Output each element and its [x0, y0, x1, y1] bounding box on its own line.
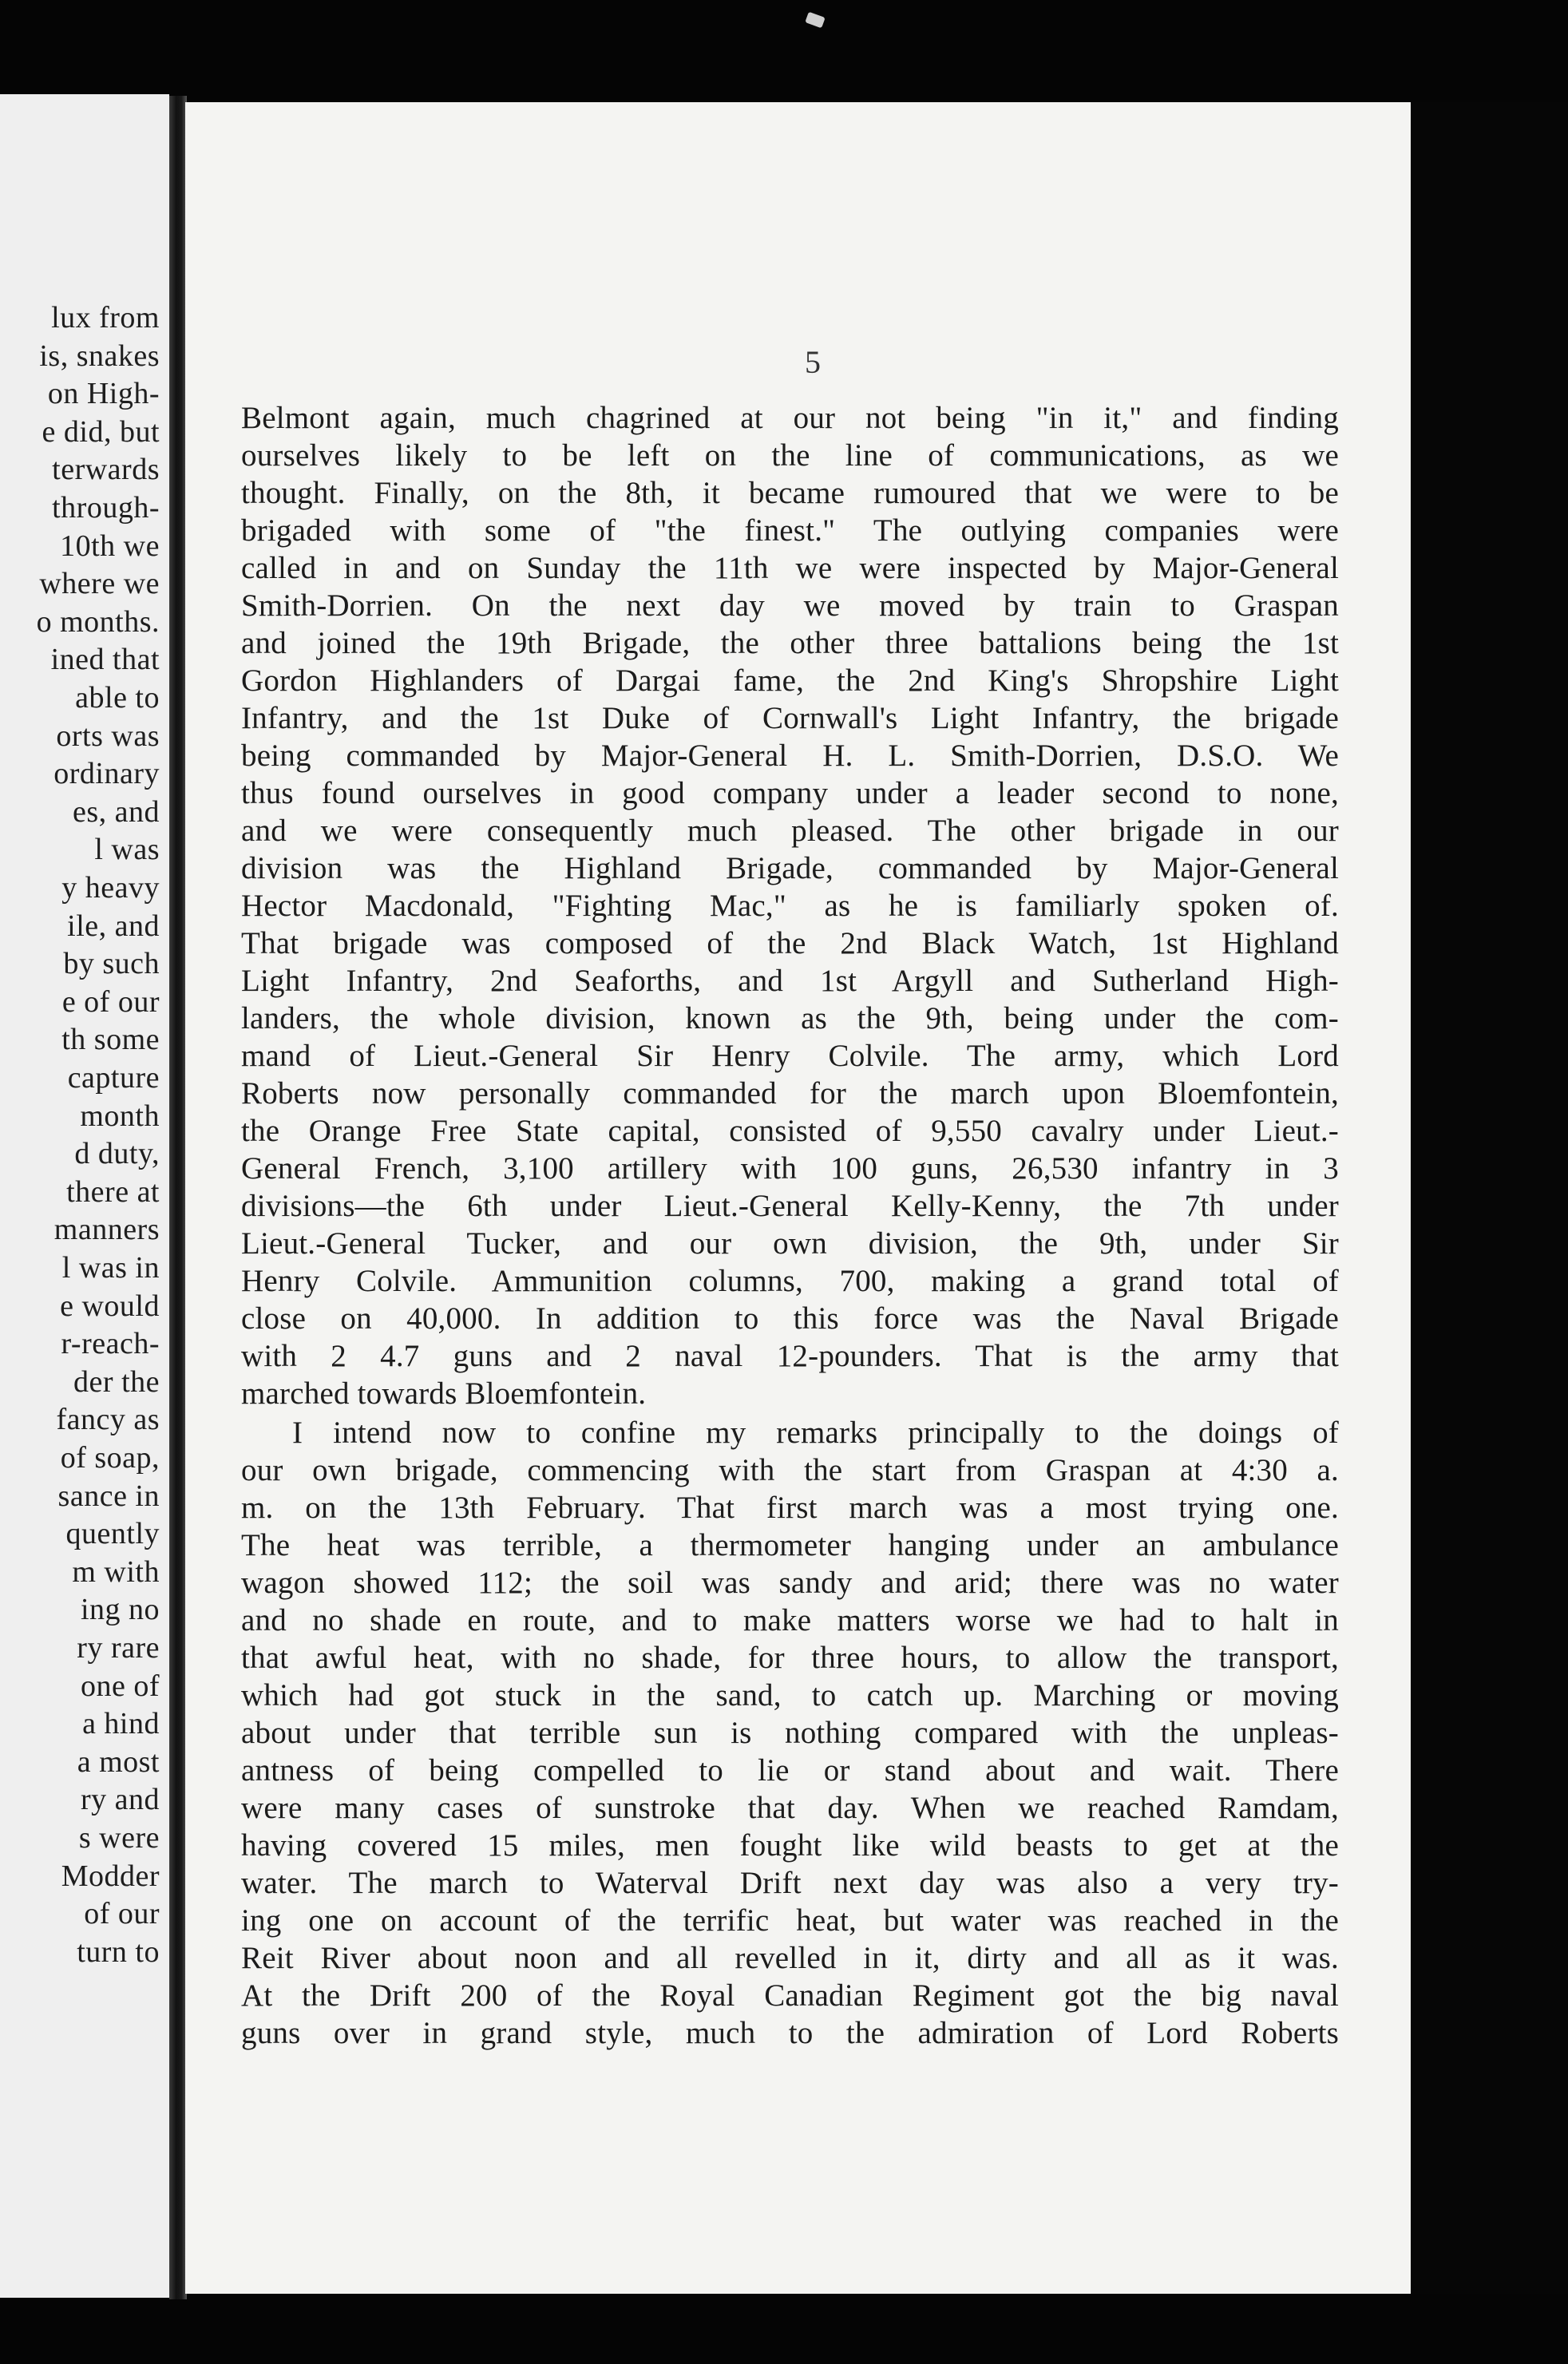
paragraph-1-line: Light Infantry, 2nd Seaforths, and 1st Argyll and Sutherland High- [241, 964, 1339, 998]
left-page-line: o months. [36, 604, 160, 639]
paragraph-2-line: which had got stuck in the sand, to catch up. Marching or moving [241, 1678, 1339, 1713]
left-page-line: is, snakes [39, 339, 160, 373]
paragraph-1-line: division was the Highland Brigade, commanded by Major-General [241, 851, 1339, 885]
scan-background-right [1411, 102, 1568, 2294]
left-page-line: manners [53, 1213, 160, 1247]
paragraph-1-line: Smith-Dorrien. On the next day we moved by train to Graspan [241, 588, 1339, 623]
left-page-line: a hind [82, 1707, 160, 1741]
left-page-line: e did, but [42, 414, 160, 449]
paragraph-1-line: Roberts now personally commanded for the march upon Bloemfontein, [241, 1076, 1339, 1111]
left-page-line: d duty, [74, 1137, 160, 1171]
left-page-line: where we [39, 567, 160, 601]
left-page-line: ile, and [67, 909, 160, 943]
paragraph-2-line: that awful heat, with no shade, for three hours, to allow the transport, [241, 1641, 1339, 1675]
paragraph-1-line: and joined the 19th Brigade, the other three battalions being the 1st [241, 626, 1339, 660]
left-page-line: ined that [50, 643, 160, 677]
left-page-line: turn to [77, 1934, 160, 1969]
paragraph-2-line: m. on the 13th February. That first march was a most trying one. [241, 1491, 1339, 1525]
left-page-line: ry and [80, 1783, 160, 1817]
paragraph-1-line: close on 40,000. In addition to this force was the Naval Brigade [241, 1301, 1339, 1336]
left-page-line: a most [77, 1744, 160, 1779]
paragraph-1-line: landers, the whole division, known as the 9th, being under the com- [241, 1001, 1339, 1035]
paragraph-1-line: with 2 4.7 guns and 2 naval 12-pounders. That is the army that [241, 1339, 1339, 1373]
left-page-line: l was in [61, 1251, 160, 1285]
left-page-line: by such [63, 947, 160, 981]
left-page-line: 10th we [60, 529, 160, 563]
left-page-line: month [80, 1099, 160, 1133]
left-facing-page [0, 94, 169, 2298]
page-number: 5 [805, 344, 821, 380]
paragraph-1-line: ourselves likely to be left on the line of communications, as we [241, 438, 1339, 473]
paragraph-2-line: were many cases of sunstroke that day. When we reached Ramdam, [241, 1791, 1339, 1825]
left-page-line: e of our [61, 984, 160, 1019]
paragraph-1-line: thus found ourselves in good company under a leader second to none, [241, 776, 1339, 810]
left-page-line: lux from [51, 301, 160, 335]
paragraph-1-line: and we were consequently much pleased. The other brigade in our [241, 814, 1339, 848]
paragraph-2-line: our own brigade, commencing with the start from Graspan at 4:30 a. [241, 1453, 1339, 1487]
paragraph-1-line: General French, 3,100 artillery with 100 guns, 26,530 infantry in 3 [241, 1151, 1339, 1186]
paragraph-2-line: The heat was terrible, a thermometer hanging under an ambulance [241, 1528, 1339, 1562]
left-page-line: there at [66, 1174, 160, 1209]
paragraph-1-line: being commanded by Major-General H. L. Smith-Dorrien, D.S.O. We [241, 739, 1339, 773]
paragraph-1-line: marched towards Bloemfontein. [241, 1376, 647, 1411]
left-page-line: one of [80, 1669, 160, 1703]
left-page-line: ordinary [53, 757, 160, 791]
paragraph-1-line: divisions—the 6th under Lieut.-General Kelly-Kenny, the 7th under [241, 1189, 1339, 1223]
left-page-line: terwards [52, 453, 160, 487]
left-page-line: es, and [72, 794, 160, 829]
left-page-line: able to [75, 681, 160, 715]
left-page-line: sance in [57, 1479, 160, 1513]
paragraph-2-line: water. The march to Waterval Drift next day was also a very try- [241, 1866, 1339, 1900]
paragraph-2-line: guns over in grand style, much to the admiration of Lord Roberts [241, 2016, 1339, 2050]
paragraph-1-line: Belmont again, much chagrined at our not being "in it," and finding [241, 401, 1339, 435]
left-page-line: r-reach- [61, 1327, 160, 1361]
left-page-line: on High- [47, 377, 160, 411]
left-page-line: e would [60, 1289, 160, 1323]
left-page-line: ing no [80, 1593, 160, 1627]
left-page-line: ry rare [77, 1631, 160, 1665]
paragraph-1-line: Lieut.-General Tucker, and our own division, the 9th, under Sir [241, 1226, 1339, 1261]
left-page-line: y heavy [61, 871, 160, 905]
paragraph-1-line: Henry Colvile. Ammunition columns, 700, making a grand total of [241, 1264, 1339, 1298]
left-page-line: of our [84, 1897, 160, 1931]
paragraph-1-line: thought. Finally, on the 8th, it became rumoured that we were to be [241, 476, 1339, 510]
paragraph-2-line: ing one on account of the terrific heat, but water was reached in the [241, 1903, 1339, 1938]
paragraph-2-line: Reit River about noon and all revelled in it, dirty and all as it was. [241, 1941, 1339, 1975]
left-page-line: m with [72, 1554, 160, 1589]
left-page-line: orts was [56, 719, 160, 753]
paragraph-1-line: mand of Lieut.-General Sir Henry Colvile. The army, which Lord [241, 1039, 1339, 1073]
paragraph-2-line: wagon showed 112; the soil was sandy and arid; there was no water [241, 1566, 1339, 1600]
book-gutter [169, 96, 187, 2299]
paragraph-2-line: antness of being compelled to lie or stand about and wait. There [241, 1753, 1339, 1788]
scan-artifact [805, 12, 825, 29]
paragraph-1-line: That brigade was composed of the 2nd Black Watch, 1st Highland [241, 926, 1339, 960]
left-page-line: Modder [61, 1859, 160, 1893]
left-page-line: fancy as [56, 1403, 160, 1437]
paragraph-2-line: and no shade en route, and to make matters worse we had to halt in [241, 1603, 1339, 1637]
paragraph-1-line: called in and on Sunday the 11th we were inspected by Major-General [241, 551, 1339, 585]
left-page-line: der the [73, 1364, 160, 1399]
paragraph-1-line: the Orange Free State capital, consisted of 9,550 cavalry under Lieut.- [241, 1114, 1339, 1148]
left-page-line: quently [65, 1517, 160, 1551]
paragraph-1-line: Hector Macdonald, "Fighting Mac," as he is familiarly spoken of. [241, 889, 1339, 923]
paragraph-2-line: having covered 15 miles, men fought like wild beasts to get at the [241, 1828, 1339, 1863]
left-page-line: s were [78, 1821, 160, 1855]
paragraph-1-line: Infantry, and the 1st Duke of Cornwall's Light Infantry, the brigade [241, 701, 1339, 735]
left-page-line: of soap, [60, 1441, 160, 1475]
left-page-line: th some [61, 1023, 160, 1057]
paragraph-2-line: I intend now to confine my remarks principally to the doings of [292, 1416, 1339, 1450]
paragraph-1-line: brigaded with some of "the finest." The outlying companies were [241, 513, 1339, 548]
main-page [185, 102, 1411, 2294]
paragraph-2-line: At the Drift 200 of the Royal Canadian Regiment got the big naval [241, 1978, 1339, 2013]
left-page-line: capture [67, 1061, 160, 1095]
paragraph-2-line: about under that terrible sun is nothing compared with the unpleas- [241, 1716, 1339, 1750]
left-page-line: l was [94, 833, 160, 867]
left-page-line: through- [52, 491, 160, 525]
paragraph-1-line: Gordon Highlanders of Dargai fame, the 2nd King's Shropshire Light [241, 663, 1339, 698]
